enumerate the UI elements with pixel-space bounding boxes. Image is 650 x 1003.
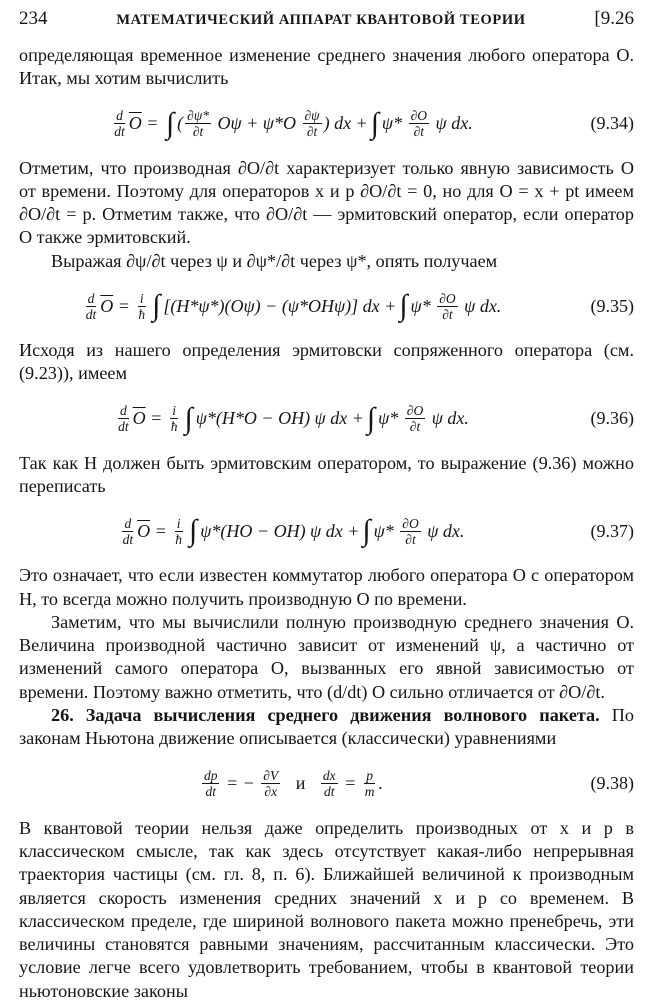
equation-9-34-formula: $\frac{d}{dt}$ $\overline{O}$ = ∫ ( $\frac{\partial\psi*}{\partial t}$ Oψ + ψ*O $\frac{\partial\psi}{\partial t}$ ) dx + ∫ ψ* $\frac{\partial O}{\partial t}$ ψ dx. — [114, 106, 473, 140]
page-header — [19, 8, 634, 44]
paragraph-6: Это означает, что если известен коммутатор любого оператора O с оператором H, то всегда можно получить производную O по времени. — [19, 565, 634, 609]
equation-9-37 — [19, 506, 634, 556]
paragraph-4: Исходя из нашего определения эрмитовски сопряженного оператора (см. (9.23)), имеем — [19, 340, 634, 384]
equation-number: (9.36) — [590, 408, 634, 429]
section-heading: 26. Задача вычисления среднего движения волнового пакета. — [51, 705, 600, 726]
paragraph-9: В квантовой теории нельзя даже определить производных от x и p в классическом смысле, так как здесь отсутствует какая-либо непрерывная траектория частицы (см. гл. 8, п. 6). Ближайшей величиной к производным является скорость изменения средних значений x и p со временем. В классическом пределе, где шириной волнового пакета можно пренебречь, эти величины становятся равными значениям, рассчитанным классически. Это условие легче всего удовлетворить требованием, чтобы в квантовой теории ньютоновские законы — [19, 817, 634, 1001]
equation-9-38 — [19, 759, 634, 809]
equation-number: (9.35) — [590, 295, 634, 316]
section-ref: [9.26 — [594, 8, 634, 29]
paragraph-5: Так как H должен быть эрмитовским оператором, то выражение (9.36) можно переписать — [19, 452, 634, 496]
paragraph-3: Выражая ∂ψ/∂t через ψ и ∂ψ*/∂t через ψ*, опять получаем — [51, 250, 498, 271]
equation-9-35 — [19, 281, 634, 331]
paragraph-1: определяющая временное изменение среднего значения любого оператора O. Итак, мы хотим вычислить — [19, 45, 634, 89]
paragraph-2: Отметим, что производная ∂O/∂t характеризует только явную зависимость O от времени. Поэтому для операторов x и p ∂O/∂t = 0, но для O = x + pt имеем ∂O/∂t = p. Отметим также, что ∂O/∂t — эрмитовский оператор, если оператор O также эрмитовский. — [19, 157, 634, 248]
page-number: 234 — [19, 8, 48, 29]
equation-number: (9.38) — [590, 773, 634, 794]
equation-9-36-formula: $\frac{d}{dt}$ $\overline{O}$ = $\frac{i}{ħ}$ ∫ ψ*(H*O − OH) ψ dx + ∫ ψ* $\frac{\partial O}{\partial t}$ ψ dx. — [118, 401, 469, 435]
equation-9-35-formula: $\frac{d}{dt}$ $\overline{O}$ = $\frac{i}{ħ}$ ∫ [(H*ψ*)(Oψ) − (ψ*OHψ)] dx + ∫ ψ* $\frac{\partial O}{\partial t}$ ψ dx. — [85, 289, 502, 323]
paragraph-8 — [19, 704, 634, 751]
equation-9-34 — [19, 99, 634, 149]
equation-number: (9.37) — [590, 520, 634, 541]
paragraph-7: Заметим, что мы вычислили полную производную среднего значения O. Величина производной частично зависит от изменений ψ, а частично от изменений самого оператора O, вызванных его явной зависимостью от времени. Поэтому важно отметить, что (d/dt) O сильно отличается от ∂O/∂t. — [19, 611, 634, 702]
equation-number: (9.34) — [590, 113, 634, 134]
running-title: МАТЕМАТИЧЕСКИЙ АППАРАТ КВАНТОВОЙ ТЕОРИИ — [116, 12, 526, 28]
equation-9-37-formula: $\frac{d}{dt}$ $\overline{O}$ = $\frac{i}{ħ}$ ∫ ψ*(HO − OH) ψ dx + ∫ ψ* $\frac{\partial O}{\partial t}$ ψ dx. — [122, 514, 465, 548]
equation-9-38-formula: $\frac{dp}{dt}$ = − $\frac{\partial V}{\partial x}$ и $\frac{dx}{dt}$ = $\frac{p}{m}$ . — [203, 768, 383, 800]
paragraph-8-body: По законам Ньютона движение описывается (классически) уравнениями — [19, 705, 635, 749]
equation-9-36 — [19, 394, 634, 444]
